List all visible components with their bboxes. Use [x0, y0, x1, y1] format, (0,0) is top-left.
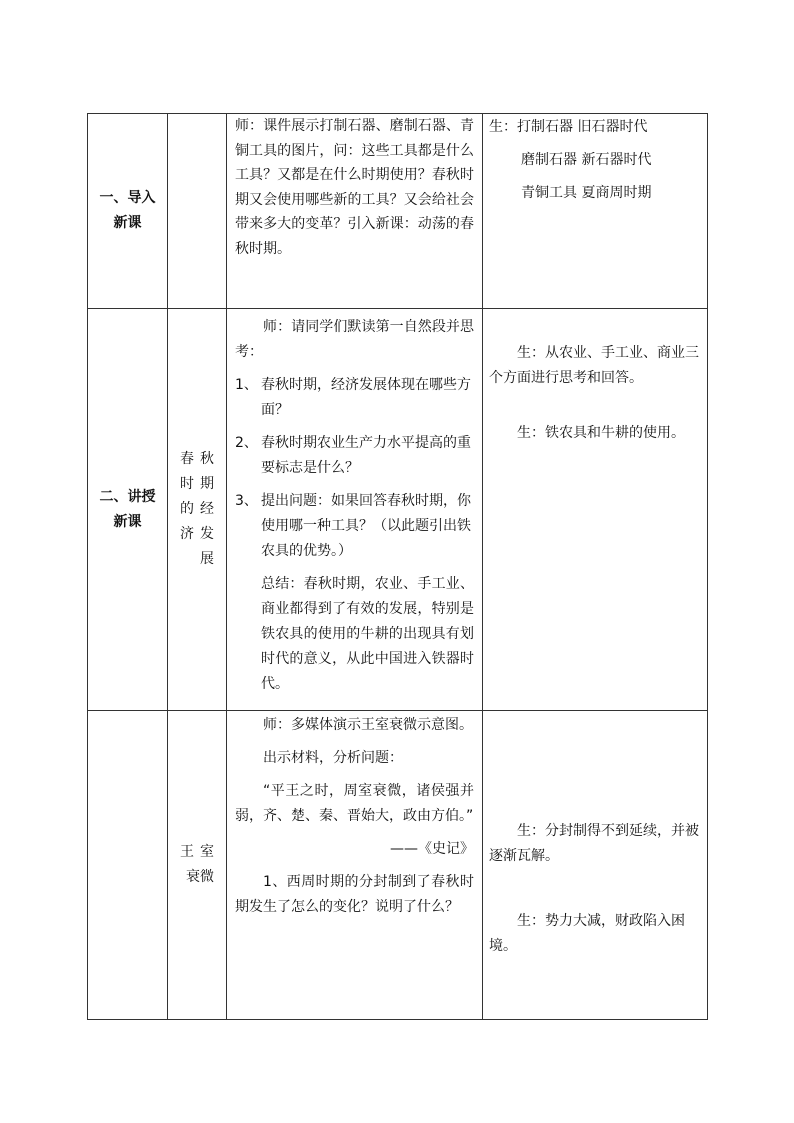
topic-cell	[168, 711, 227, 1020]
question-text: 提出问题：如果回答春秋时期，你使用哪一种工具？（以此题引出铁农具的优势。）	[261, 493, 471, 559]
topic-text: 春秋时期的经济发展	[180, 451, 214, 567]
question-item	[235, 489, 474, 564]
question-number: 3、	[235, 493, 258, 509]
table-row	[88, 711, 708, 1020]
teacher-activity-cell	[227, 711, 483, 1020]
student-text: 生：打制石器 旧石器时代	[489, 119, 648, 135]
quote-source: ——《史记》	[390, 841, 474, 857]
table-row	[88, 309, 708, 711]
student-text: 青铜工具 夏商周时期	[521, 185, 652, 201]
student-text: 磨制石器 新石器时代	[521, 152, 652, 168]
student-text: 生：从农业、手工业、商业三个方面进行思考和回答。	[489, 345, 699, 386]
table-row	[88, 114, 708, 309]
topic-text: 王室衰微	[180, 844, 214, 885]
student-activity-cell	[483, 309, 708, 711]
student-activity-cell	[483, 711, 708, 1020]
question-number: 1、	[235, 377, 258, 393]
summary-text: 总结：春秋时期，农业、手工业、商业都得到了有效的发展，特别是铁农具的使用的牛耕的出现具有划时代的意义，从此中国进入铁器时代。	[261, 576, 474, 692]
stage-label-line: 新课	[113, 215, 142, 231]
stage-label-line: 二、讲授	[99, 488, 156, 505]
stage-cell	[88, 114, 168, 309]
question-text: 春秋时期，经济发展体现在哪些方面？	[261, 377, 471, 418]
stage-cell	[88, 309, 168, 711]
question-item	[235, 373, 474, 423]
question-text: 1、西周时期的分封制到了春秋时期发生了怎么的变化？说明了什么？	[235, 874, 474, 915]
stage-label-line: 一、导入	[99, 190, 156, 206]
teacher-text: 师：多媒体演示王室衰微示意图。	[263, 717, 473, 733]
teacher-text: 师：请同学们默读第一自然段并思考：	[235, 319, 474, 360]
student-text: 生：铁农具和牛耕的使用。	[517, 425, 685, 441]
student-text: 生：分封制得不到延续，并被逐渐瓦解。	[489, 823, 699, 864]
question-item	[235, 431, 474, 481]
lesson-plan-table	[87, 113, 708, 1020]
stage-cell	[88, 711, 168, 1020]
topic-cell	[168, 114, 227, 309]
teacher-activity-cell	[227, 114, 483, 309]
topic-cell	[168, 309, 227, 711]
stage-label-line: 新课	[113, 513, 142, 530]
quote-text: “平王之时，周室衰微，诸侯强并弱，齐、楚、秦、晋始大，政由方伯。”	[235, 783, 474, 824]
student-text: 生：势力大减，财政陷入困境。	[489, 913, 685, 954]
teacher-activity-cell	[227, 309, 483, 711]
question-text: 春秋时期农业生产力水平提高的重要标志是什么？	[261, 435, 471, 476]
material-label: 出示材料，分析问题：	[263, 750, 403, 766]
student-activity-cell	[483, 114, 708, 309]
teacher-text: 师：课件展示打制石器、磨制石器、青铜工具的图片，问：这些工具都是什么工具？又都是在什么时期使用？春秋时期又会使用哪些新的工具？又会给社会带来多大的变革？引入新课：动荡的春秋时期。	[235, 118, 474, 257]
question-number: 2、	[235, 435, 258, 451]
